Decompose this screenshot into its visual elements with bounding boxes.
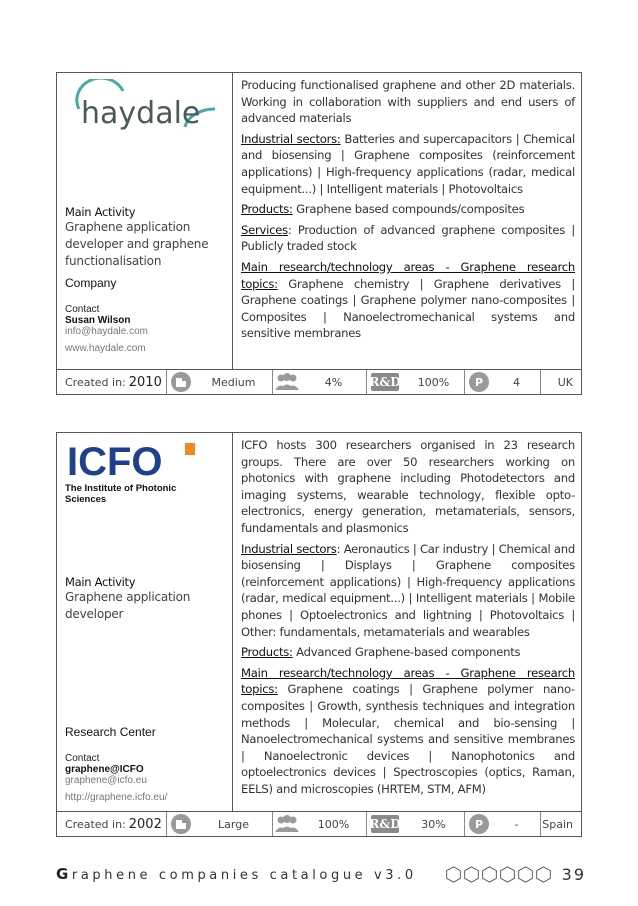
patent-icon: P — [465, 370, 493, 394]
staff-percentage: 4% — [301, 370, 367, 394]
research-text: Graphene coatings | Graphene polymer nano-composites | Growth, synthesis techniques and integration methods | Molecular, chemical and bio-sensing | Nanoelectromechanical systems and sensitive membranes | Nanoelectronic devices | Nanophotonics and optoelectronics devices | Spectroscopies (optics, Raman, EELS) and microscopies (HRTEM, STM, AFM) — [241, 682, 575, 796]
company-card-haydale — [56, 72, 582, 395]
company-size: Medium — [195, 370, 273, 394]
page-number: 39 — [561, 864, 586, 884]
products — [241, 201, 575, 218]
contact-email-link[interactable]: graphene@icfo.eu — [65, 775, 147, 786]
rd-percentage: 100% — [403, 370, 465, 394]
products-label: Products: — [241, 202, 293, 217]
card-description — [233, 73, 581, 369]
products-text: Advanced Graphene-based components — [292, 645, 521, 660]
contact-label: Contact — [65, 753, 100, 764]
staff-percentage: 100% — [301, 812, 367, 836]
stats-row — [57, 369, 581, 394]
patents-count: 4 — [493, 370, 541, 394]
created-in — [57, 370, 167, 394]
services-label: Services — [241, 222, 288, 237]
industrial-sectors-label: Industrial sectors — [241, 541, 337, 556]
people-icon — [273, 812, 301, 836]
products-text: Graphene based compounds/composites — [292, 202, 525, 217]
description-text: Producing functionalised graphene and other 2D materials. Working in collaboration with suppliers and end users of advanced materials — [241, 78, 575, 126]
industrial-sectors-text: Batteries and supercapacitors | Chemical and biosensing | Graphene composites (reinforcement applications) | High-frequency applications (radar, medical equipment...) | Intelligent materials | Photovoltaics — [241, 131, 575, 196]
card-left-column — [57, 433, 233, 811]
created-in — [57, 812, 167, 836]
svg-text:The Institute of Photonic: The Institute of Photonic — [65, 483, 177, 494]
main-activity-value: Graphene application developer and graphene functionalisation — [65, 220, 209, 268]
country: UK — [557, 375, 573, 389]
haydale-logo-text: haydale — [81, 96, 201, 131]
people-icon — [273, 370, 301, 394]
rd-icon: R&D — [369, 817, 401, 831]
building-icon — [167, 812, 195, 836]
contact-name: Susan Wilson — [65, 315, 131, 326]
main-activity-value: Graphene application developer — [65, 590, 191, 621]
research-label: Main research/technology areas - Graphene research topics: — [241, 259, 575, 291]
services-text: : Production of advanced graphene composites | Publicly traded stock — [241, 222, 575, 254]
research-topics — [241, 259, 575, 342]
patent-icon: P — [465, 812, 493, 836]
contact-email-link[interactable]: info@haydale.com — [65, 326, 148, 337]
org-type-label: Company — [65, 276, 117, 290]
rd-percentage: 30% — [403, 812, 465, 836]
country: Spain — [542, 817, 573, 831]
rd-icon: R&D — [369, 375, 401, 389]
icfo-logo — [65, 437, 225, 505]
contact-name: graphene@ICFO — [65, 764, 144, 775]
card-description — [233, 433, 581, 811]
research-label: Main research/technology areas - Graphene research topics: — [241, 665, 575, 697]
research-topics — [241, 665, 575, 798]
card-left-column — [57, 73, 233, 369]
description-text: ICFO hosts 300 researchers organised in 23 research groups. There are over 50 researchers working on photonics with graphene including Photodetectors and imaging systems, wearable technology, flexible opto-electronics, energy generation, metamaterials, sensors, fundamentals and plasmonics — [241, 438, 575, 535]
page-footer — [56, 862, 586, 886]
stats-row — [57, 811, 581, 836]
products — [241, 644, 575, 661]
building-icon — [167, 370, 195, 394]
hexagon-decoration-icon — [445, 866, 552, 883]
industrial-sectors — [241, 131, 575, 197]
services — [241, 222, 575, 255]
created-label: Created in: — [65, 817, 126, 831]
company-card-icfo — [56, 432, 582, 837]
icfo-logo-text: ICFO — [67, 440, 163, 484]
website-link[interactable]: http://graphene.icfo.eu/ — [65, 792, 168, 803]
haydale-logo — [65, 79, 225, 139]
website-link[interactable]: www.haydale.com — [65, 343, 146, 354]
industrial-sectors-text: : Aeronautics | Car industry | Chemical and biosensing | Displays | Graphene composites (reinforcement applications) | High-frequency applications (radar, medical equipment...) | Intelligent materials | Mobile phones | Optoelectronics and lightning | Photovoltaics | Other: fundamentals, metamaterials and wearables — [241, 541, 575, 639]
company-size: Large — [195, 812, 273, 836]
main-activity-label: Main Activity — [65, 205, 136, 219]
products-label: Products: — [241, 645, 293, 660]
research-text: Graphene chemistry | Graphene derivatives | Graphene coatings | Graphene polymer nano-composites | Composites | Nanoelectromechanical systems and sensitive membranes — [241, 276, 575, 341]
industrial-sectors — [241, 541, 575, 641]
svg-text:Sciences: Sciences — [65, 494, 107, 505]
patents-count: - — [493, 812, 541, 836]
org-type-label: Research Center — [65, 725, 156, 739]
industrial-sectors-label: Industrial sectors: — [241, 131, 341, 146]
contact-label: Contact — [65, 304, 100, 315]
created-label: Created in: — [65, 375, 126, 389]
main-activity-label: Main Activity — [65, 575, 136, 589]
catalogue-title: Graphene companies catalogue v3.0 — [56, 865, 417, 883]
created-year: 2010 — [128, 374, 162, 390]
created-year: 2002 — [128, 816, 162, 832]
